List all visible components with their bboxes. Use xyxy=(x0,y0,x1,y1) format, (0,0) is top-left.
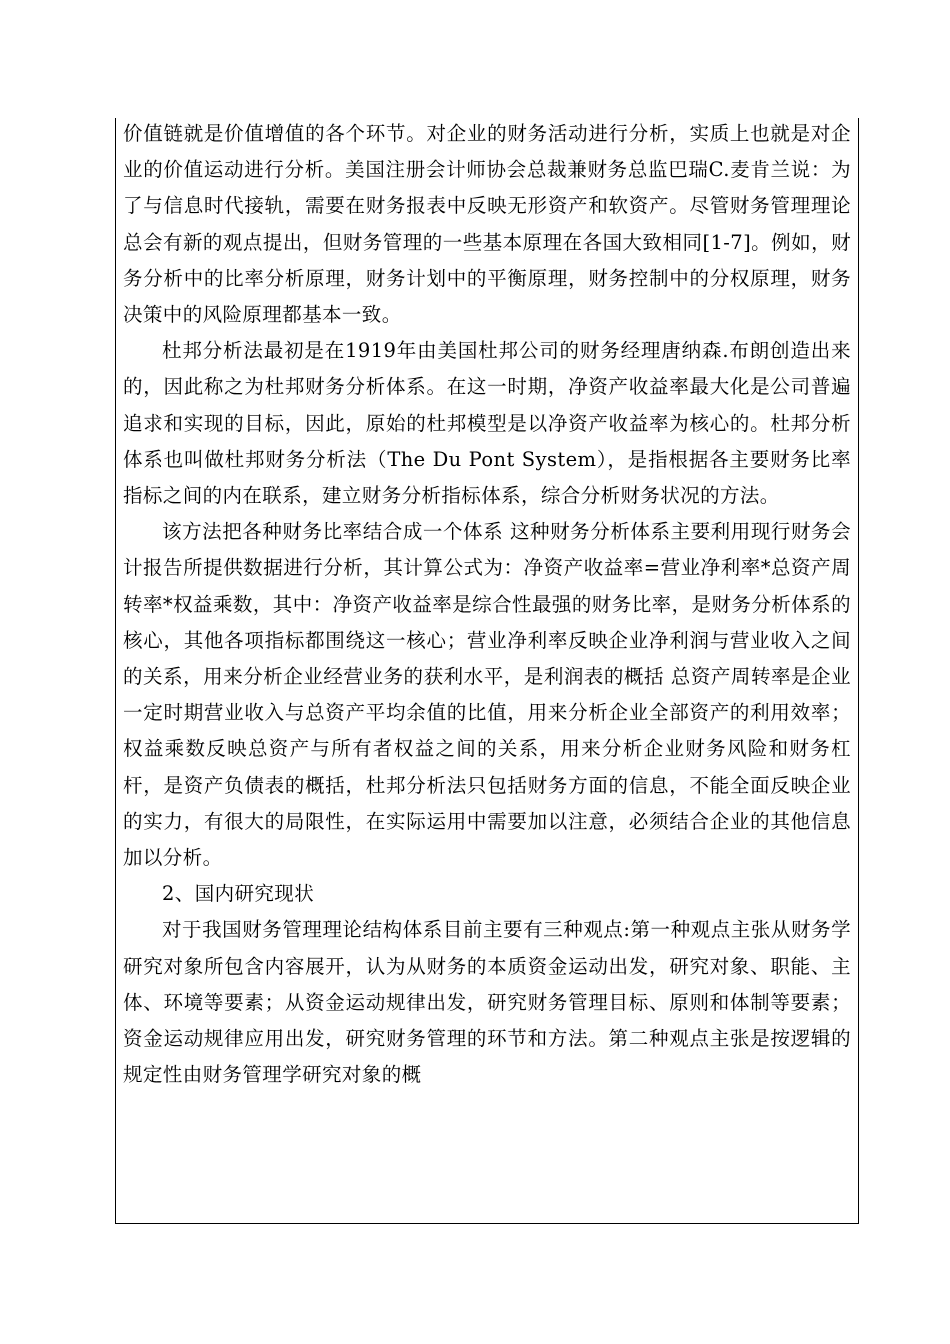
paragraph-dupont-origin: 杜邦分析法最初是在1919年由美国杜邦公司的财务经理唐纳森.布朗创造出来的，因此称之为杜邦财务分析体系。在这一时期，净资产收益率最大化是公司普遍追求和实现的目标，因此，原始的杜邦模型是以净资产收益率为核心的。杜邦分析体系也叫做杜邦财务分析法（The Du Pont System），是指根据各主要财务比率指标之间的内在联系，建立财务分析指标体系，综合分析财务状况的方法。 xyxy=(123,339,851,508)
paragraph-dupont-formula: 该方法把各种财务比率结合成一个体系 这种财务分析体系主要利用现行财务会计报告所提供数据进行分析，其计算公式为：净资产收益率=营业净利率*总资产周转率*权益乘数，其中：净资产收益率是综合性最强的财务比率，是财务分析体系的核心，其他各项指标都围绕这一核心；营业净利率反映企业净利润与营业收入之间的关系，用来分析企业经营业务的获利水平，是利润表的概括 总资产周转率是企业一定时期营业收入与总资产平均余值的比值，用来分析企业全部资产的利用效率；权益乘数反映总资产与所有者权益之间的关系，用来分析企业财务风险和财务杠杆，是资产负债表的概括，杜邦分析法只包括财务方面的信息，不能全面反映企业的实力，有很大的局限性，在实际运用中需要加以注意，必须结合企业的其他信息加以分析。 xyxy=(123,520,851,870)
document-body xyxy=(123,116,851,1093)
section-heading-domestic-research: 2、国内研究现状 xyxy=(162,882,315,906)
paragraph-domestic-views: 对于我国财务管理理论结构体系目前主要有三种观点:第一种观点主张从财务学研究对象所包含内容展开，认为从财务的本质资金运动出发，研究对象、职能、主体、环境等要素；从资金运动规律出发，研究财务管理目标、原则和体制等要素；资金运动规律应用出发，研究财务管理的环节和方法。第二种观点主张是按逻辑的规定性由财务管理学研究对象的概 xyxy=(123,918,851,1087)
paragraph-value-chain: 价值链就是价值增值的各个环节。对企业的财务活动进行分析，实质上也就是对企业的价值运动进行分析。美国注册会计师协会总裁兼财务总监巴瑞C.麦肯兰说：为了与信息时代接轨，需要在财务报表中反映无形资产和软资产。尽管财务管理理论总会有新的观点提出，但财务管理的一些基本原理在各国大致相同[1-7]。例如，财务分析中的比率分析原理，财务计划中的平衡原理，财务控制中的分权原理，财务决策中的风险原理都基本一致。 xyxy=(123,122,851,327)
